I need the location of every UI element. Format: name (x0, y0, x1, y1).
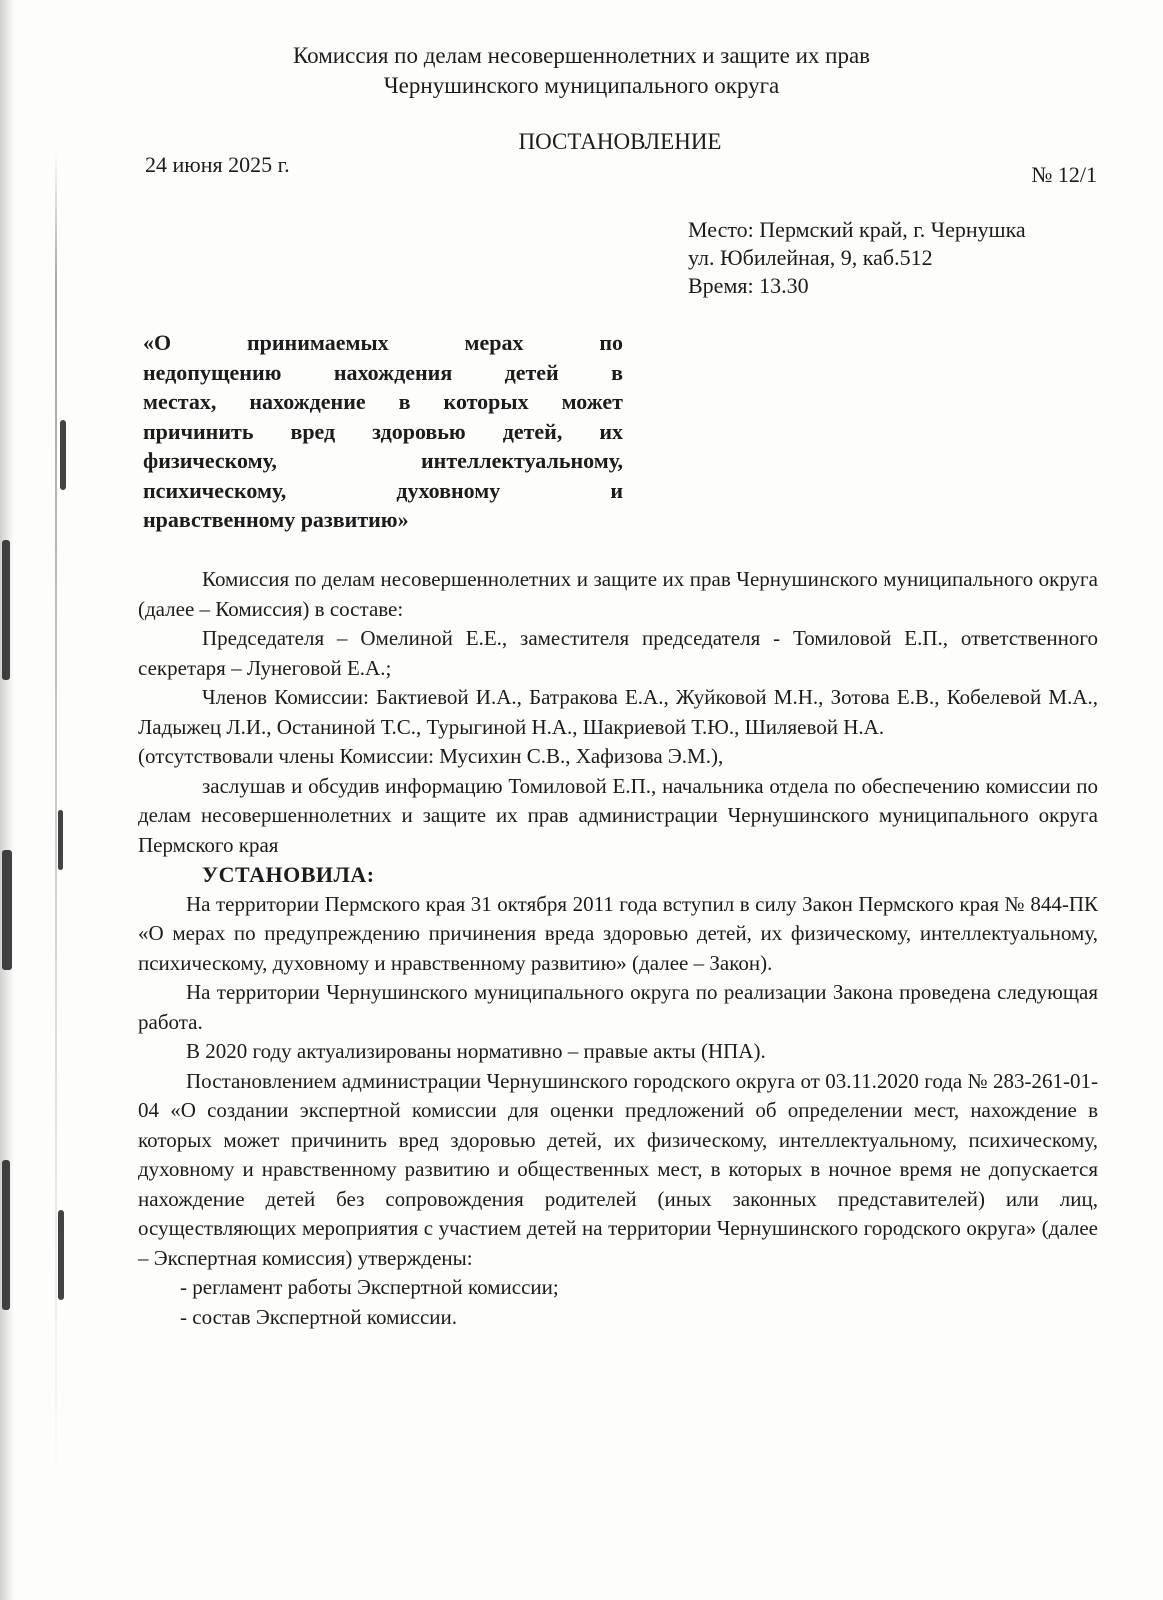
paragraph-absent: (отсутствовали члены Комиссии: Мусихин С.В., Хафизова Э.М.), (138, 744, 724, 768)
paragraph-chair: Председателя – Омелиной Е.Е., заместителя председателя - Томиловой Е.П., ответственного секретаря – Лунеговой Е.А.; (138, 626, 1098, 680)
document-body (138, 565, 1098, 1332)
document-title: ПОСТАНОВЛЕНИЕ (518, 129, 722, 154)
header-line-2: Чернушинского муниципального округа (383, 73, 780, 98)
paragraph-commission: Комиссия по делам несовершеннолетних и защите их прав Чернушинского муниципального округа (далее – Комиссия) в составе: (138, 567, 1098, 621)
place-line-2: ул. Юбилейная, 9, каб.512 (688, 245, 933, 270)
list-item-composition: - состав Экспертной комиссии. (180, 1304, 458, 1329)
scan-mark (2, 1160, 10, 1310)
place-line-1: Место: Пермский край, г. Чернушка (688, 217, 1026, 242)
document-date: 24 июня 2025 г. (145, 152, 290, 177)
header-line-1: Комиссия по делам несовершеннолетних и защите их прав (292, 43, 871, 68)
scan-fold-line (55, 150, 57, 1500)
subject-line-2: недопущению нахождения детей в (143, 359, 623, 385)
subject-line-5: физическому, интеллектуальному, (143, 448, 623, 473)
subject-line-4: причинить вред здоровью детей, их (143, 418, 623, 444)
subject-line-3: местах, нахождение в которых может (143, 389, 623, 414)
established-heading: УСТАНОВИЛА: (202, 862, 375, 887)
place-block (688, 216, 1026, 300)
subject-block (143, 328, 623, 535)
scan-mark (60, 420, 66, 490)
document-number: № 12/1 (1031, 162, 1097, 187)
paragraph-members: Членов Комиссии: Бактиевой И.А., Батракова Е.А., Жуйковой М.Н., Зотова Е.В., Кобелевой М.А., Ладыжец Л.И., Останиной Т.С., Турыгиной Н.А., Шакриевой Т.Ю., Шиляевой Н.А. (138, 685, 1098, 739)
list-item-regulation: - регламент работы Экспертной комиссии; (180, 1275, 559, 1299)
place-line-3: Время: 13.30 (688, 273, 809, 298)
paragraph-law: На территории Пермского края 31 октября 2011 года вступил в силу Закон Пермского края № 844-ПК «О мерах по предупреждению причинения вреда здоровью детей, их физическому, интеллектуальному, психическому, духовному и нравственному развитию» (далее – Закон). (138, 891, 1098, 975)
scan-mark (58, 1210, 64, 1300)
subject-line-1: «О принимаемых мерах по (143, 330, 623, 355)
scan-mark (2, 540, 10, 680)
paragraph-work: На территории Чернушинского муниципального округа по реализации Закона проведена следующая работа. (138, 980, 1098, 1034)
subject-line-7: нравственному развитию» (143, 507, 409, 532)
paragraph-npa: В 2020 году актуализированы нормативно – правые акты (НПА). (186, 1039, 766, 1063)
subject-line-6: психическому, духовному и (143, 477, 623, 503)
paragraph-heard: заслушав и обсудив информацию Томиловой Е.П., начальника отдела по обеспечению комиссии по делам несовершеннолетних и защите их прав администрации Чернушинского муниципального округа Пермского края (138, 773, 1098, 857)
scan-shadow (0, 0, 14, 1600)
scan-mark (58, 810, 63, 870)
paragraph-resolution: Постановлением администрации Чернушинского городского округа от 03.11.2020 года № 283-261-01-04 «О создании экспертной комиссии для оценки предложений об определении мест, нахождение в которых может причинить вред здоровью детей, их физическому, интеллектуальному, психическому, духовному и нравственному развитию и общественных мест, в которых в ночное время не допускается нахождение детей без сопровождения родителей (иных законных представителей) или лиц, осуществляющих мероприятия с участием детей на территории Чернушинского городского округа» (далее – Экспертная комиссия) утверждены: (138, 1068, 1098, 1270)
scan-mark (2, 850, 12, 970)
